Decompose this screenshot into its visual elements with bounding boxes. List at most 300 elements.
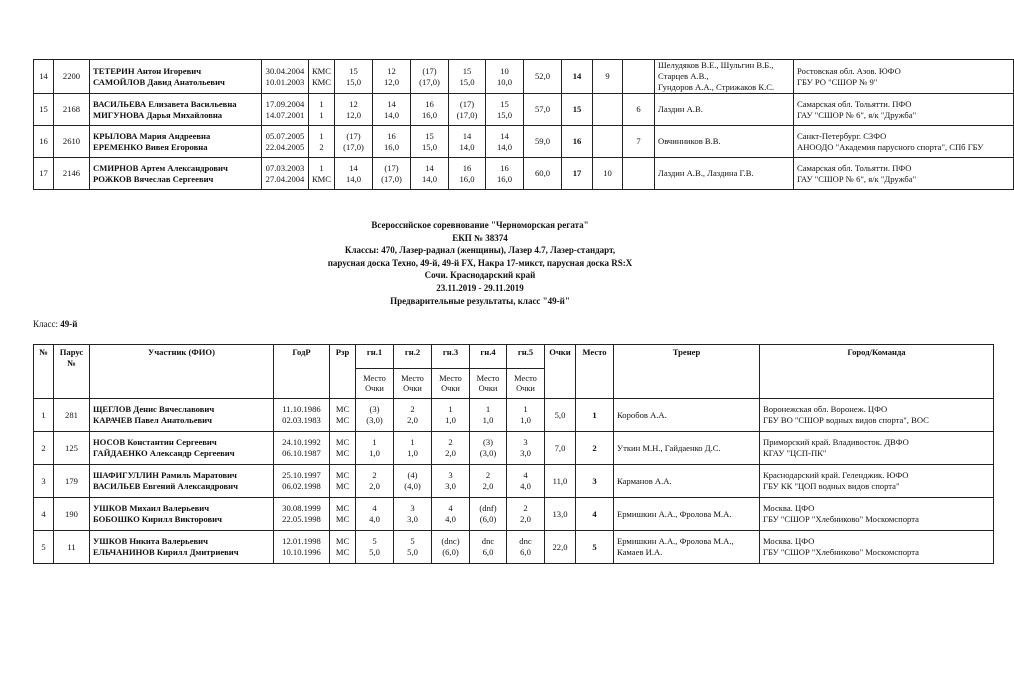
extra-column-2	[623, 94, 655, 126]
header-race-4: гн.4	[470, 345, 507, 369]
table-row	[34, 432, 994, 465]
participant-names	[90, 399, 274, 432]
final-place	[562, 158, 593, 190]
total-points-line: 52,0	[534, 71, 551, 81]
final-place-line: 4	[592, 508, 597, 519]
sail-number-line: 179	[65, 475, 78, 486]
final-place-line: 1	[592, 409, 597, 420]
race-3-result-line: 1	[448, 404, 453, 414]
total-points	[545, 465, 576, 498]
row-number-line: 2	[41, 442, 46, 453]
birth-dates	[274, 432, 330, 465]
coach-names	[655, 126, 794, 158]
participant-names-line: МИГУНОВА Дарья Михайловна	[93, 109, 223, 120]
participant-names-line: ВАСИЛЬЕВА Елизавета Васильевна	[93, 98, 237, 109]
birth-dates-line: 10.01.2003	[265, 76, 305, 87]
final-place	[562, 126, 593, 158]
city-team	[794, 94, 1014, 126]
race-3-result	[432, 465, 470, 498]
city-team-line: ГБУ "СШОР "Хлебниково" Москомспорта	[763, 547, 919, 557]
row-number	[34, 498, 54, 531]
city-team-line: Воронежская обл. Воронеж. ЦФО	[763, 404, 888, 414]
race-4-result	[449, 158, 486, 190]
coach-names-line: Овчинников В.В.	[658, 136, 721, 146]
race-5-result-line: 14	[500, 130, 509, 141]
row-number-line: 5	[41, 541, 46, 552]
sport-rank-line: 1	[319, 130, 324, 141]
participant-names-line: ЕРЕМЕНКО Вивея Егоровна	[93, 141, 208, 152]
header-line: Предварительные результаты, класс "49-й"	[390, 295, 570, 306]
race-5-result	[486, 94, 524, 126]
race-2-result	[373, 158, 411, 190]
race-1-result-line: 12	[349, 98, 358, 109]
race-1-result	[335, 126, 373, 158]
coach-names-line: Ермишкин А.А., Фролова М.А.,	[617, 536, 734, 546]
participant-names-line: КАРАЧЕВ Павел Анатольевич	[93, 415, 212, 425]
race-1-result-line: 15	[349, 65, 358, 76]
race-5-result	[486, 60, 524, 94]
race-2-result-line: 3,0	[407, 514, 418, 524]
sport-rank	[330, 498, 356, 531]
race-4-result	[470, 432, 507, 465]
previous-results-table	[33, 59, 1014, 190]
race-5-result-line: 3	[523, 437, 528, 447]
final-place-line: 15	[572, 104, 582, 114]
final-place-line: 17	[572, 168, 582, 178]
row-number	[34, 60, 54, 94]
final-place	[576, 432, 614, 465]
sport-rank	[309, 60, 335, 94]
final-place	[576, 498, 614, 531]
race-5-result-line: 15	[500, 98, 509, 109]
table-row	[34, 498, 994, 531]
row-number	[34, 399, 54, 432]
header-race-3: гн.3	[432, 345, 470, 369]
header-race-2: гн.2	[394, 345, 432, 369]
total-points-line: 7,0	[554, 442, 566, 453]
race-2-result-line: 12	[387, 65, 396, 76]
city-team-line: КГАУ "ЦСП-ПК"	[763, 448, 827, 458]
race-1-result-line: 5	[372, 536, 377, 546]
participant-names-line: САМОЙЛОВ Давид Анатольевич	[93, 76, 225, 87]
header-line: 23.11.2019 - 29.11.2019	[436, 282, 524, 293]
race-3-result-line: 14	[425, 162, 434, 173]
city-team	[794, 126, 1014, 158]
sport-rank-line: 1	[319, 162, 324, 173]
race-2-result-line: 1,0	[407, 448, 418, 458]
total-points	[545, 432, 576, 465]
race-4-result-line: 14	[462, 130, 472, 141]
sport-rank	[330, 465, 356, 498]
race-4-result	[470, 399, 507, 432]
race-5-result-line: 6,0	[520, 547, 531, 557]
race-4-result-line: 16,0	[459, 173, 475, 184]
race-1-result	[335, 158, 373, 190]
coach-names-line: Лаздин А.В., Лаздина Г.В.	[658, 168, 754, 178]
sail-number-line: 281	[65, 409, 78, 420]
header-line: парусная доска Техно, 49-й, 49-й FX, Накра 17-микст, парусная доска RS:X	[327, 257, 633, 268]
race-3-result-line: (17,0)	[419, 76, 440, 87]
birth-dates	[274, 531, 330, 564]
race-4-result	[470, 465, 507, 498]
final-place	[562, 94, 593, 126]
birth-dates-line: 27.04.2004	[265, 173, 305, 184]
row-number	[34, 158, 54, 190]
race-2-result	[394, 465, 432, 498]
participant-names	[90, 94, 262, 126]
city-team	[794, 158, 1014, 190]
coach-names	[614, 432, 760, 465]
race-3-result	[432, 498, 470, 531]
participant-names-line: УШКОВ Михаил Валерьевич	[93, 503, 210, 513]
extra-column-1	[593, 60, 623, 94]
race-2-result-line: 14,0	[383, 109, 400, 120]
race-3-result-line: (6,0)	[442, 547, 459, 557]
header-year: ГодР	[274, 345, 330, 399]
participant-names-line: НОСОВ Константин Сергеевич	[93, 437, 217, 447]
race-2-result-line: 2	[410, 404, 415, 414]
coach-names-line: Старцев А.В.,	[658, 71, 709, 81]
participant-names	[90, 432, 274, 465]
extra-column-1-line: 9	[605, 71, 610, 81]
table-row	[34, 60, 1014, 94]
race-3-result-line: 2,0	[445, 448, 456, 458]
birth-dates-line: 24.10.1992	[282, 437, 321, 447]
row-number	[34, 126, 54, 158]
sail-number	[54, 531, 90, 564]
city-team	[760, 498, 994, 531]
race-3-result-line: 15,0	[421, 141, 438, 152]
header-place: Место	[576, 345, 614, 399]
coach-names-line: Камаев И.А.	[617, 547, 663, 557]
total-points	[524, 158, 562, 190]
extra-column-1	[593, 94, 623, 126]
extra-column-2-line: 7	[636, 136, 641, 146]
race-1-result-line: (17)	[346, 130, 361, 141]
sport-rank	[330, 531, 356, 564]
header-rank: Рзр	[330, 345, 356, 399]
sail-number	[54, 126, 90, 158]
race-5-result-line: 14,0	[496, 141, 513, 152]
sport-rank	[309, 158, 335, 190]
final-place-line: 2	[592, 442, 597, 453]
header-no: №	[34, 345, 54, 399]
race-3-result-line: 16,0	[421, 109, 438, 120]
total-points-line: 57,0	[534, 104, 551, 114]
race-2-result-line: 2,0	[407, 415, 418, 425]
birth-dates-line: 11.10.1986	[282, 404, 321, 414]
race-5-result-line: 10	[500, 65, 509, 76]
header-race-1: гн.1	[356, 345, 394, 369]
coach-names	[614, 498, 760, 531]
sail-number-line: 190	[65, 508, 78, 519]
race-1-result-line: 2,0	[369, 481, 380, 491]
header-race-sub: Место Очки	[432, 369, 470, 399]
sport-rank-line: МС	[335, 437, 350, 447]
birth-dates	[274, 498, 330, 531]
race-1-result	[356, 432, 394, 465]
birth-dates-line: 06.10.1987	[282, 448, 321, 458]
race-2-result	[394, 432, 432, 465]
race-1-result	[356, 531, 394, 564]
race-2-result-line: 1	[410, 437, 415, 447]
sail-number-line: 2200	[62, 71, 81, 81]
city-team	[760, 399, 994, 432]
race-1-result-line: 1	[372, 437, 377, 447]
race-4-result-line: (17)	[459, 98, 475, 109]
row-number-line: 3	[41, 475, 46, 486]
coach-names	[655, 60, 794, 94]
competition-header	[0, 219, 960, 307]
sport-rank-line: КМС	[311, 76, 332, 87]
race-2-result-line: (17)	[384, 162, 399, 173]
race-3-result	[432, 399, 470, 432]
race-2-result-line: (17,0)	[381, 173, 402, 184]
final-place	[576, 465, 614, 498]
sport-rank	[309, 94, 335, 126]
header-race-sub: Место Очки	[507, 369, 545, 399]
header-line: Сочи. Краснодарский край	[424, 270, 536, 281]
sport-rank-line: МС	[335, 415, 350, 425]
city-team-line: Краснодарский край. Геленджик. ЮФО	[763, 470, 909, 480]
sport-rank	[330, 432, 356, 465]
race-3-result-line: 15	[425, 130, 434, 141]
race-4-result-line: 6,0	[482, 547, 494, 557]
city-team-line: Ростовская обл. Азов. ЮФО	[797, 65, 901, 76]
race-2-result-line: 12,0	[383, 76, 400, 87]
coach-names-line: Карманов А.А.	[617, 475, 672, 486]
race-4-result	[470, 498, 507, 531]
race-5-result	[486, 158, 524, 190]
total-points	[524, 94, 562, 126]
race-5-result-line: 3,0	[520, 448, 531, 458]
sport-rank-line: КМС	[311, 65, 332, 76]
race-2-result-line: (4)	[407, 470, 418, 480]
city-team	[760, 465, 994, 498]
race-2-result	[373, 126, 411, 158]
race-5-result-line: 4	[523, 470, 528, 480]
birth-dates-line: 02.03.1983	[282, 415, 321, 425]
race-4-result-line: (17,0)	[456, 109, 478, 120]
row-number	[34, 465, 54, 498]
sport-rank-line: МС	[335, 547, 350, 557]
sport-rank-line: МС	[335, 536, 350, 546]
race-3-result-line: 2	[448, 437, 453, 447]
race-2-result	[373, 94, 411, 126]
header-city: Город/Команда	[760, 345, 994, 399]
birth-dates-line: 06.02.1998	[282, 481, 321, 491]
race-1-result-line: 14,0	[345, 173, 362, 184]
race-4-result-line: 15	[462, 65, 472, 76]
city-team-line: Москва. ЦФО	[763, 503, 815, 513]
race-4-result-line: (dnf)	[479, 503, 497, 513]
row-number-line: 4	[41, 508, 46, 519]
participant-names-line: УШКОВ Никита Валерьевич	[93, 536, 208, 546]
birth-dates-line: 30.08.1999	[282, 503, 321, 513]
race-4-result-line: 15,0	[459, 76, 475, 87]
participant-names	[90, 126, 262, 158]
race-5-result	[507, 399, 545, 432]
race-4-result-line: dnc	[481, 536, 495, 546]
sport-rank-line: МС	[335, 514, 350, 524]
participant-names-line: ГАЙДАЕНКО Александр Сергеевич	[93, 448, 235, 458]
city-team	[760, 432, 994, 465]
header-race-sub: Место Очки	[356, 369, 394, 399]
sail-number	[54, 60, 90, 94]
birth-dates-line: 22.04.2005	[265, 141, 305, 152]
race-3-result-line: 1,0	[445, 415, 456, 425]
race-1-result-line: 12,0	[345, 109, 362, 120]
participant-names-line: РОЖКОВ Вячеслав Сергеевич	[93, 173, 214, 184]
birth-dates	[262, 158, 309, 190]
coach-names-line: Ермишкин А.А., Фролова М.А.	[617, 508, 732, 519]
header-line: Всероссийское соревнование "Черноморская регата"	[371, 220, 589, 230]
coach-names	[655, 158, 794, 190]
race-1-result-line: 1,0	[369, 448, 380, 458]
sport-rank-line: 2	[319, 141, 324, 152]
race-1-result	[335, 94, 373, 126]
participant-names-line: ЕЛЬЧАНИНОВ Кирилл Дмитриевич	[93, 547, 239, 557]
race-4-result-line: 16	[462, 162, 472, 173]
race-1-result-line: 5,0	[369, 547, 380, 557]
birth-dates	[274, 399, 330, 432]
total-points	[524, 60, 562, 94]
total-points-line: 22,0	[552, 541, 568, 552]
sport-rank	[309, 126, 335, 158]
participant-names	[90, 465, 274, 498]
birth-dates	[262, 126, 309, 158]
final-place	[562, 60, 593, 94]
sail-number-line: 2610	[62, 136, 81, 146]
row-number-line: 16	[39, 136, 48, 146]
race-2-result-line: (4,0)	[404, 481, 421, 491]
race-4-result-line: 1,0	[482, 415, 494, 425]
race-4-result-line: 1	[485, 404, 491, 414]
sport-rank-line: 1	[319, 98, 324, 109]
race-5-result-line: dnc	[519, 536, 532, 546]
race-1-result-line: 4,0	[369, 514, 380, 524]
final-place-line: 5	[592, 541, 597, 552]
sport-rank-line: МС	[335, 404, 350, 414]
race-1-result-line: (17,0)	[343, 141, 364, 152]
race-3-result-line: 16	[425, 98, 434, 109]
coach-names-line: Шелудяков В.Е., Шульгин В.Б.,	[658, 60, 774, 70]
coach-names	[614, 531, 760, 564]
race-4-result	[449, 126, 486, 158]
coach-names	[614, 465, 760, 498]
city-team	[794, 60, 1014, 94]
coach-names-line: Уткин М.Н., Гайдаенко Д.С.	[617, 442, 721, 453]
race-5-result-line: 4,0	[520, 481, 531, 491]
sail-number	[54, 465, 90, 498]
sport-rank-line: МС	[335, 448, 350, 458]
race-1-result	[356, 498, 394, 531]
race-3-result	[411, 158, 449, 190]
extra-column-1-line: 10	[603, 168, 612, 178]
race-4-result-line: (3)	[482, 437, 494, 447]
race-1-result-line: 4	[372, 503, 377, 513]
final-place-line: 14	[572, 71, 582, 81]
participant-names-line: ВАСИЛЬЕВ Евгений Александрович	[93, 481, 238, 491]
sail-number-line: 11	[67, 541, 76, 552]
city-team-line: ГАУ "СШОР № 6", я/к "Дружба"	[797, 109, 917, 120]
sail-number	[54, 399, 90, 432]
race-4-result-line: 2,0	[482, 481, 494, 491]
row-number-line: 15	[39, 104, 48, 114]
participant-names-line: СМИРНОВ Артем Александрович	[93, 162, 228, 173]
sail-number	[54, 94, 90, 126]
birth-dates-line: 25.10.1997	[282, 470, 321, 480]
table-row	[34, 399, 994, 432]
extra-column-1	[593, 126, 623, 158]
race-2-result-line: 16,0	[383, 141, 400, 152]
sail-number-line: 2146	[62, 168, 81, 178]
sport-rank	[330, 399, 356, 432]
total-points-line: 13,0	[552, 508, 568, 519]
race-4-result	[449, 60, 486, 94]
race-5-result	[486, 126, 524, 158]
row-number	[34, 432, 54, 465]
birth-dates-line: 30.04.2004	[265, 65, 305, 76]
race-5-result	[507, 465, 545, 498]
coach-names-line: Гундоров А.А., Стрижаков К.С.	[658, 82, 775, 92]
race-1-result	[356, 465, 394, 498]
extra-column-2-line: 6	[636, 104, 641, 114]
header-points: Очки	[545, 345, 576, 399]
extra-column-2	[623, 126, 655, 158]
class-label	[33, 319, 77, 329]
city-team-line: ГБУ КК "ЦОП водных видов спорта"	[763, 481, 900, 491]
race-5-result-line: 15,0	[496, 109, 513, 120]
header-participant: Участник (ФИО)	[90, 345, 274, 399]
race-3-result-line: (17)	[422, 65, 437, 76]
sail-number	[54, 432, 90, 465]
class-label-value: 49-й	[60, 319, 78, 329]
total-points-line: 59,0	[534, 136, 551, 146]
race-1-result-line: 15,0	[345, 76, 362, 87]
birth-dates-line: 10.10.1996	[282, 547, 321, 557]
race-5-result	[507, 498, 545, 531]
race-4-result	[470, 531, 507, 564]
extra-column-1	[593, 158, 623, 190]
race-4-result-line: 14,0	[459, 141, 475, 152]
final-place-line: 16	[572, 136, 582, 146]
race-5-result-line: 16	[500, 162, 509, 173]
table-row	[34, 158, 1014, 190]
coach-names-line: Коробов А.А.	[617, 409, 667, 420]
race-1-result-line: 2	[372, 470, 377, 480]
city-team-line: Приморский край. Владивосток. ДВФО	[763, 437, 909, 447]
total-points-line: 11,0	[552, 475, 568, 486]
race-5-result-line: 1	[523, 404, 528, 414]
sport-rank-line: 1	[319, 109, 324, 120]
sail-number-line: 2168	[62, 104, 81, 114]
header-line: ЕКП № 38374	[452, 232, 508, 243]
race-3-result-line: 4	[448, 503, 453, 513]
race-3-result	[432, 432, 470, 465]
city-team-line: Самарская обл. Тольятти. ПФО	[797, 162, 912, 173]
city-team-line: ГБУ РО "СШОР № 9"	[797, 76, 878, 87]
participant-names	[90, 531, 274, 564]
final-place	[576, 531, 614, 564]
race-3-result-line: 14,0	[421, 173, 438, 184]
birth-dates	[274, 465, 330, 498]
coach-names-line: Лаздин А.В.	[658, 104, 703, 114]
header-race-5: гн.5	[507, 345, 545, 369]
participant-names-line: ТЕТЕРИН Антон Игоревич	[93, 65, 202, 76]
race-1-result	[335, 60, 373, 94]
sail-number	[54, 498, 90, 531]
